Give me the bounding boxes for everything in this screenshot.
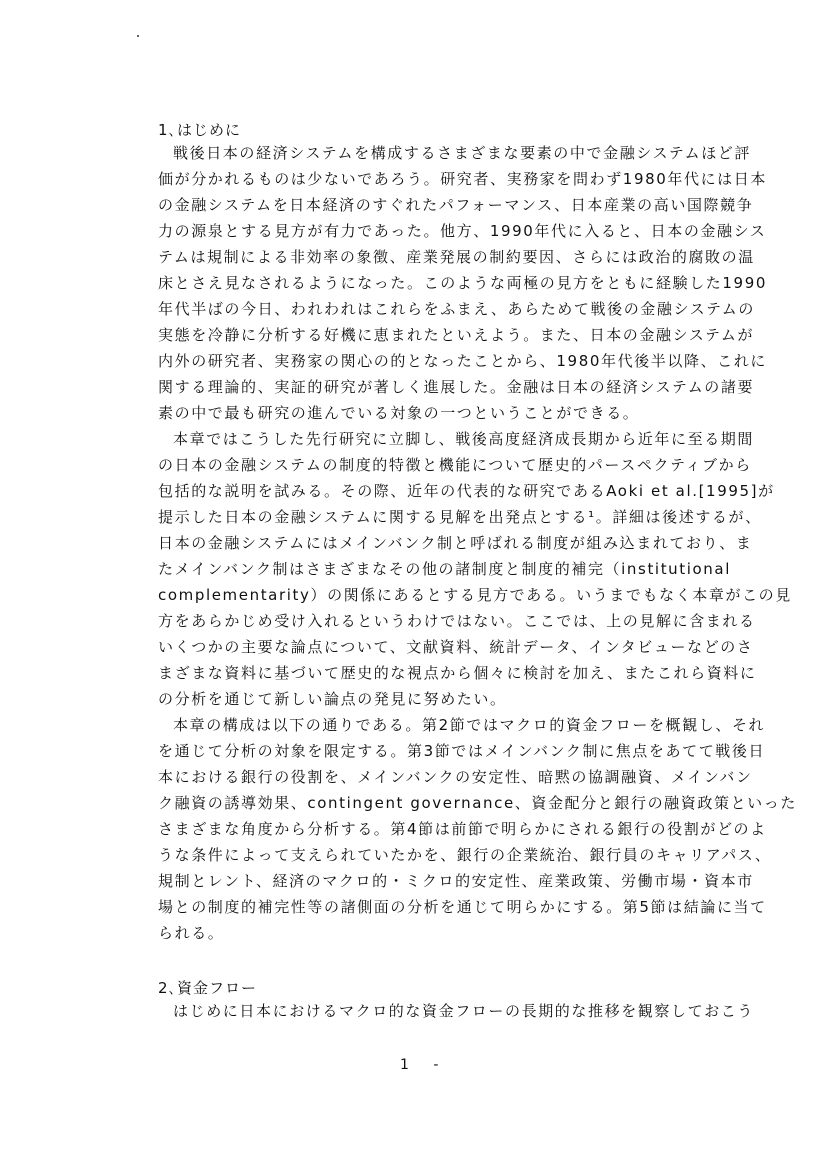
paragraph-line: 方をあらかじめ受け入れるというわけではない。ここでは、上の見解に含まれる	[158, 612, 756, 630]
paragraph-line: 規制とレント、経済のマクロ的・ミクロ的安定性、産業政策、労働市場・資本市	[158, 872, 754, 890]
paragraph-line: の日本の金融システムの制度的特徴と機能について歴史的パースペクティブから	[158, 456, 752, 474]
paragraph-line: 提示した日本の金融システムに関する見解を出発点とする¹。詳細は後述するが、	[158, 508, 762, 526]
paragraph-line: 床とさえ見なされるようになった。このような両極の見方をともに経験した1990	[158, 274, 767, 292]
section-2-heading: 2､資金フロー	[158, 979, 258, 997]
paragraph-line: 本章の構成は以下の通りである。第2節ではマクロ的資金フローを概観し、それ	[173, 716, 766, 734]
paragraph-line: の金融システムを日本経済のすぐれたパフォーマンス、日本産業の高い国際競争	[158, 196, 754, 214]
paragraph-1	[158, 141, 767, 427]
paragraph-line: たメインバンク制はさまざまなその他の諸制度と制度的補完（institutional	[158, 560, 731, 578]
paragraph-line: 戦後日本の経済システムを構成するさまざまな要素の中で金融システムほど評	[173, 144, 752, 162]
paragraph-line: さまざまな角度から分析する。第4節は前節で明らかにされる銀行の役割がどのよ	[158, 820, 767, 838]
paragraph-line: いくつかの主要な論点について、文献資料、統計データ、インタビューなどのさ	[158, 638, 754, 656]
paragraph-line: 価が分かれるものは少ないであろう。研究者、実務家を問わず1980年代には日本	[158, 170, 767, 188]
paragraph-line: 包括的な説明を試みる。その際、近年の代表的な研究であるAoki et al.[1995]が	[158, 482, 775, 500]
paragraph-line: 場との制度的補完性等の諸側面の分析を通じて明らかにする。第5節は結論に当て	[158, 898, 767, 916]
paragraph-line: 実態を冷静に分析する好機に恵まれたといえよう。また、日本の金融システムが	[158, 326, 755, 344]
paragraph-line: を通じて分析の対象を限定する。第3節ではメインバンク制に焦点をあてて戦後日	[158, 742, 766, 760]
paragraph-line: ク融資の誘導効果、contingent governance、資金配分と銀行の融資政策といった	[158, 794, 797, 812]
paragraph-line: 関する理論的、実証的研究が著しく進展した。金融は日本の経済システムの諸要	[158, 378, 755, 396]
section-1-heading: 1､はじめに	[158, 121, 242, 139]
paragraph-line: 力の源泉とする見方が有力であった。他方、1990年代に入ると、日本の金融シス	[158, 222, 767, 240]
paragraph-line: テムは規制による非効率の象徴、産業発展の制約要因、さらには政治的腐敗の温	[158, 248, 755, 266]
section-2-paragraph	[158, 999, 755, 1025]
paragraph-line: 日本の金融システムにはメインバンク制と呼ばれる制度が組み込まれており、ま	[158, 534, 753, 552]
paragraph-line: complementarity）の関係にあるとする見方である。いうまでもなく本章がこの見	[158, 586, 792, 604]
paragraph-line: うな条件によって支えられていたかを、銀行の企業統治、銀行員のキャリアパス、	[158, 846, 772, 864]
paragraph-line: 本における銀行の役割を、メインバンクの安定性、暗黙の協調融資、メインバン	[158, 768, 753, 786]
scan-speck	[137, 35, 139, 37]
paragraph-line: 内外の研究者、実務家の関心の的となったことから、1980年代後半以降、これに	[158, 352, 767, 370]
paragraph-line: まざまな資料に基づいて歴史的な視点から個々に検討を加え、またこれら資料に	[158, 664, 757, 682]
paragraph-line: はじめに日本におけるマクロ的な資金フローの長期的な推移を観察しておこう	[173, 1002, 755, 1020]
paragraph-line: 年代半ばの今日、われわれはこれらをふまえ、あらためて戦後の金融システムの	[158, 300, 756, 318]
page-number: 1 -	[400, 1057, 449, 1073]
paragraph-3	[158, 713, 797, 947]
paragraph-line: の分析を通じて新しい論点の発見に努めたい。	[158, 690, 507, 708]
paragraph-line: 素の中で最も研究の進んでいる対象の一つということができる。	[158, 404, 640, 422]
paragraph-2	[158, 427, 792, 713]
paragraph-line: 本章ではこうした先行研究に立脚し、戦後高度経済成長期から近年に至る期間	[173, 430, 755, 448]
paragraph-line: られる。	[158, 924, 225, 942]
